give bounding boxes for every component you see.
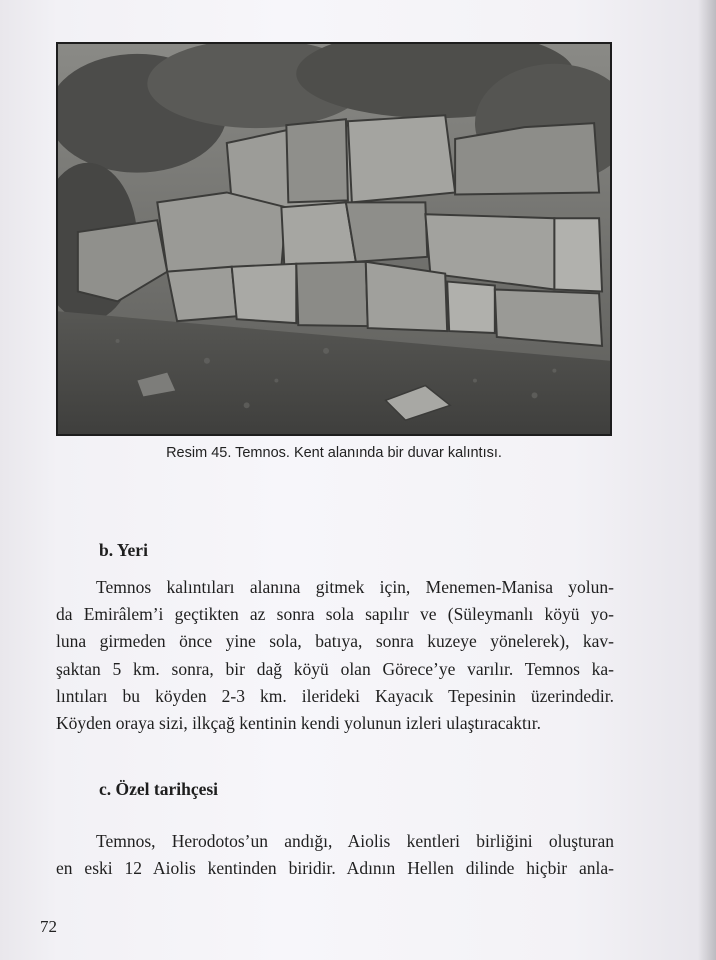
text-line: şaktan 5 km. sonra, bir dağ köyü olan Görece’ye varılır. Temnos ka-	[56, 658, 614, 679]
page-edge-shadow	[698, 0, 716, 960]
text-line: Köyden oraya sizi, ilkçağ kentinin kendi yolunun izleri ulaştıracaktır.	[56, 713, 542, 734]
text-line: da Emirâlem’i geçtikten az sonra sola sapılır ve (Süleymanlı köyü yo-	[56, 604, 614, 625]
text-line: en eski 12 Aiolis kentinden biridir. Adının Hellen dilinde hiçbir anla-	[56, 858, 614, 879]
stone-wall-illustration	[58, 44, 610, 434]
text-line: Temnos kalıntıları alanına gitmek için, Menemen-Manisa yolun-	[96, 577, 614, 597]
text-line: luna girmeden önce yine sola, batıya, sonra kuzeye yönelerek), kav-	[56, 631, 614, 652]
figure-caption: Resim 45. Temnos. Kent alanında bir duvar kalıntısı.	[166, 445, 502, 461]
paragraph-yeri	[56, 574, 614, 737]
section-heading-ozel-tarihcesi: c. Özel tarihçesi	[99, 779, 219, 799]
text-line: lıntıları bu köyden 2-3 km. ilerideki Kayacık Tepesinin üzerindedir.	[56, 685, 614, 706]
text-line: Temnos, Herodotos’un andığı, Aiolis kentleri birliğini oluşturan	[96, 831, 614, 851]
section-heading-yeri: b. Yeri	[99, 540, 148, 560]
page-number: 72	[40, 917, 57, 936]
figure-photo-stone-wall	[56, 42, 612, 436]
paragraph-ozel-tarihcesi	[56, 828, 614, 882]
